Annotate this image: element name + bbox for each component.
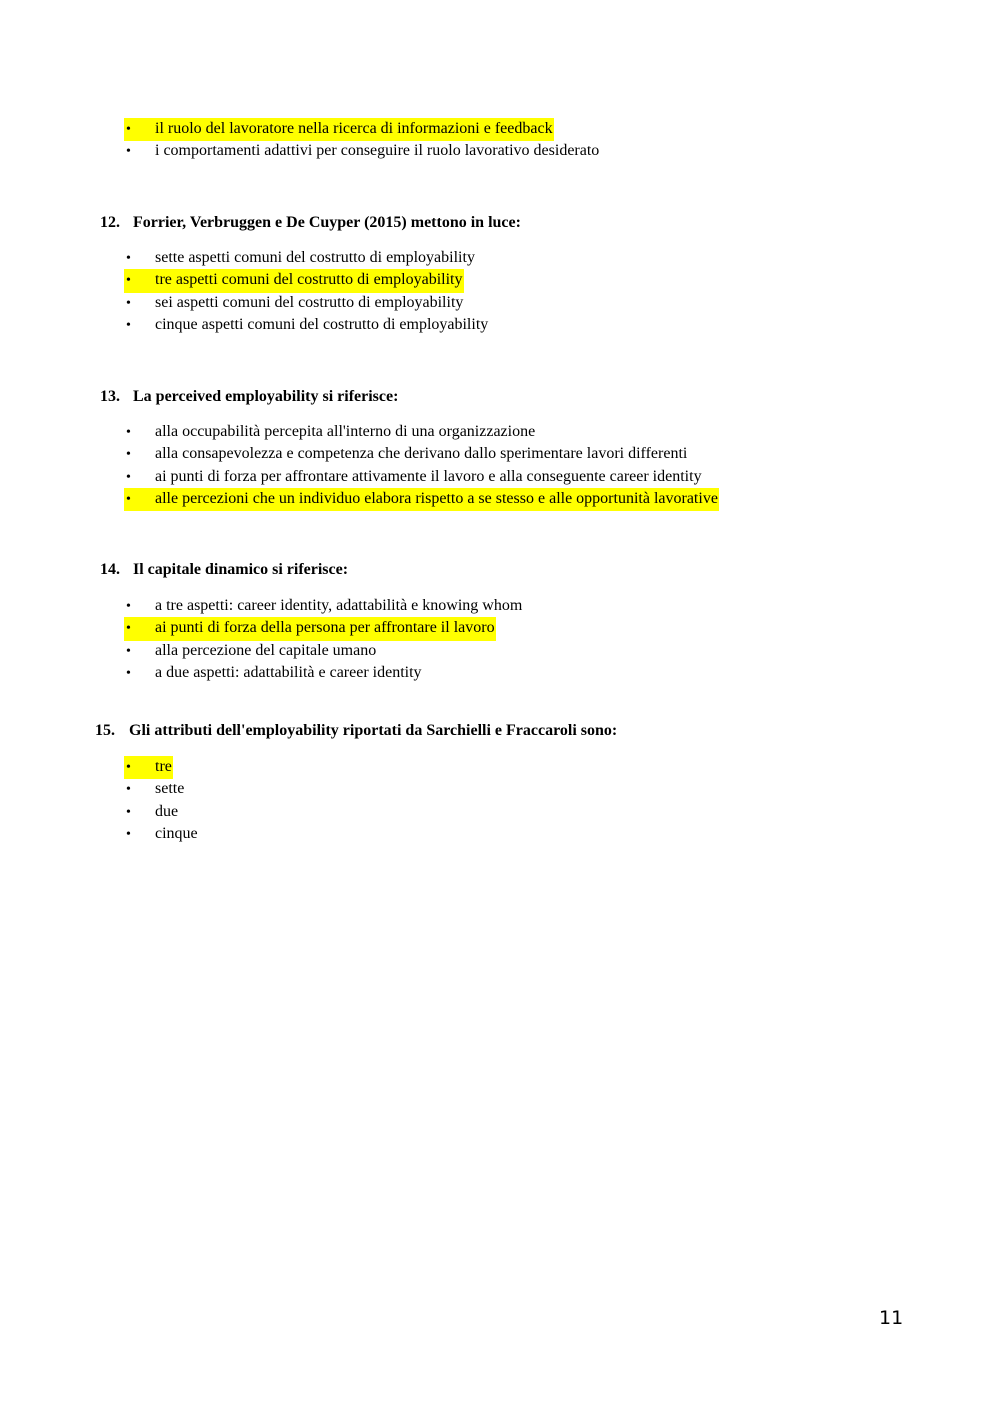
bullet-icon: •: [126, 826, 131, 842]
bullet-icon: •: [126, 491, 131, 507]
bullet-icon: •: [126, 643, 131, 659]
question-heading: [100, 386, 398, 408]
question-heading: [95, 720, 617, 742]
bullet-icon: •: [126, 425, 131, 440]
question-text: Il capitale dinamico si riferisce:: [133, 561, 349, 578]
question-text: Forrier, Verbruggen e De Cuyper (2015) mettono in luce:: [133, 214, 521, 231]
answer-option: • cinque: [124, 823, 199, 845]
answer-option: • due: [124, 801, 199, 823]
bullet-icon: •: [126, 251, 131, 266]
bullet-icon: •: [126, 144, 131, 160]
answer-option: • ai punti di forza per affrontare attivamente il lavoro e alla conseguente career identity: [124, 466, 719, 488]
question-text: La perceived employability si riferisce:: [133, 388, 399, 405]
answer-list: [124, 595, 523, 684]
bullet-icon: •: [126, 760, 131, 775]
answer-option: • a due aspetti: adattabilità e career identity: [124, 662, 523, 684]
bullet-icon: •: [126, 447, 131, 463]
answer-option: • alle percezioni che un individuo elabora rispetto a se stesso e alle opportunità lavorative: [124, 488, 719, 510]
page-number: 11: [879, 1307, 904, 1329]
answer-option: • a tre aspetti: career identity, adattabilità e knowing whom: [124, 595, 523, 617]
answer-option: • alla occupabilità percepita all'interno di una organizzazione: [124, 421, 719, 443]
bullet-icon: •: [126, 295, 131, 311]
answer-option: • il ruolo del lavoratore nella ricerca di informazioni e feedback: [124, 118, 600, 140]
bullet-icon: •: [126, 122, 131, 137]
answer-option: • tre aspetti comuni del costrutto di employability: [124, 269, 489, 291]
bullet-icon: •: [126, 469, 131, 485]
answer-list: [124, 756, 199, 845]
answer-list: [124, 421, 719, 510]
question-number: 14.: [100, 561, 120, 578]
question-text: Gli attributi dell'employability riportati da Sarchielli e Fraccaroli sono:: [129, 722, 618, 739]
answer-option: • i comportamenti adattivi per conseguire il ruolo lavorativo desiderato: [124, 140, 600, 162]
bullet-icon: •: [126, 317, 131, 333]
answer-option: • sette: [124, 778, 199, 800]
answer-option: • sei aspetti comuni del costrutto di employability: [124, 292, 489, 314]
answer-option: • sette aspetti comuni del costrutto di employability: [124, 247, 489, 269]
bullet-icon: •: [126, 665, 131, 681]
question-number: 15.: [95, 722, 115, 739]
answer-option: • tre: [124, 756, 199, 778]
answer-list: [124, 118, 600, 163]
answer-option: • cinque aspetti comuni del costrutto di employability: [124, 314, 489, 336]
answer-option: • ai punti di forza della persona per affrontare il lavoro: [124, 617, 523, 639]
bullet-icon: •: [126, 621, 131, 637]
question-heading: [100, 559, 348, 581]
bullet-icon: •: [126, 273, 131, 289]
answer-option: • alla percezione del capitale umano: [124, 640, 523, 662]
answer-list: [124, 247, 489, 336]
answer-option: • alla consapevolezza e competenza che derivano dallo sperimentare lavori differenti: [124, 443, 719, 465]
question-heading: [100, 212, 521, 234]
question-number: 12.: [100, 214, 120, 231]
bullet-icon: •: [126, 599, 131, 614]
bullet-icon: •: [126, 782, 131, 798]
question-number: 13.: [100, 388, 120, 405]
bullet-icon: •: [126, 804, 131, 820]
